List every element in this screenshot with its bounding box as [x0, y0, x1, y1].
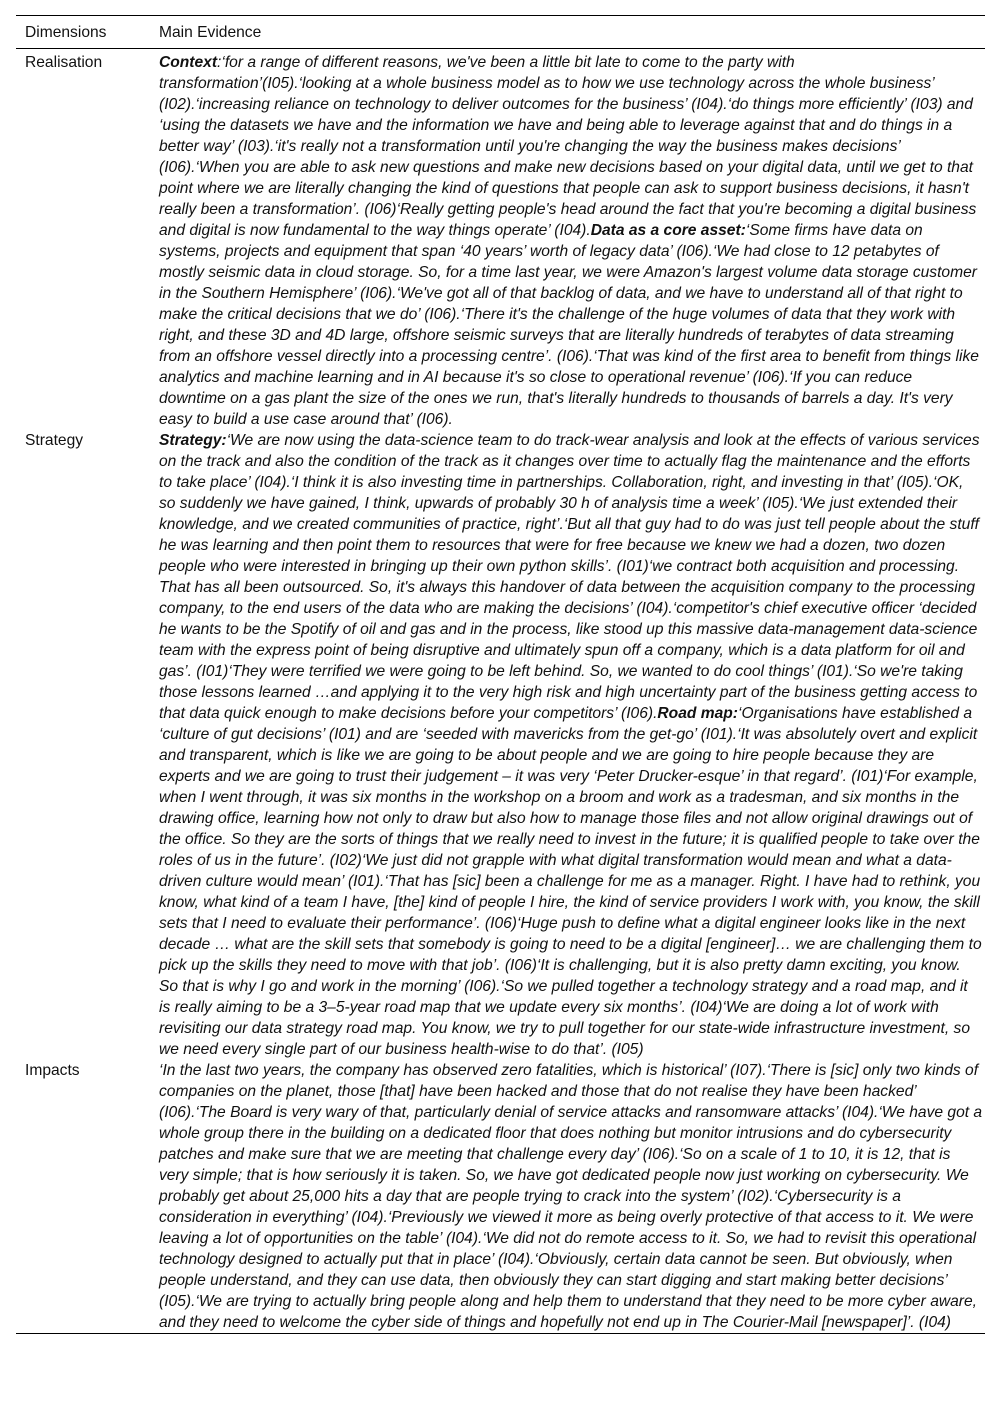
dimension-cell: Impacts: [25, 1062, 80, 1079]
evidence-text: :‘for a range of different reasons, we've been a little bit late to come to the party with transformation’(I05).‘looking at a whole business model as to how we use technology across the whole business’ (I02).‘increasing reliance on technology to deliver outcomes for the business’ (I04).‘do things more efficiently’ (I03) and ‘using the datasets we have and the information we have and being able to leverage against that and do things in a better way’ (I03).‘it's really not a transformation until you're changing the way the business makes decisions’ (I06).‘When you are able to ask new questions and make new decisions based on your digital data, until we get to that point where we are literally changing the kind of questions that people can ask to support business decisions, it hasn't really been a transformation’. (I06)‘Really getting people's head around the fact that you're becoming a digital business and digital is now fundamental to the way things operate’ (I04).: [159, 54, 977, 239]
evidence-heading: Data as a core asset:: [590, 222, 746, 239]
table-row: [16, 1060, 985, 1334]
evidence-cell: [150, 49, 985, 431]
table-row: [16, 430, 985, 1060]
evidence-cell: [150, 430, 985, 1060]
evidence-cell: [150, 1060, 985, 1334]
evidence-table: [16, 15, 985, 1334]
evidence-text: ‘We are now using the data-science team to do track-wear analysis and look at the effects of various services on the track and also the condition of the track as it changes over time to actually flag the maintenance and the efforts to take place’ (I04).‘I think it is also investing time in partnerships. Collaboration, right, and investing in that’ (I05).‘OK, so suddenly we have gained, I think, upwards of probably 30 h of analysis time a week’ (I05).‘We just extended their knowledge, and we created communities of practice, right’.‘But all that guy had to do was just tell people about the stuff he was learning and then point them to resources that were for free because we knew we had a dozen, two dozen people who were interested in bringing up their own python skills’. (I01)‘we contract both acquisition and processing. That has all been outsourced. So, it's always this handover of data between the acquisition company to the processing company, to the end users of the data who are making the decisions’ (I04).‘competitor's chief executive officer ‘decided he wants to be the Spotify of oil and gas and in the process, like stood up this massive data-management data-science team with the express point of being disruptive and ultimately spun off a company, which is a data platform for oil and gas’. (I01)‘They were terrified we were going to be left behind. So, we wanted to do cool things’ (I01).‘So we're taking those lessons learned …and applying it to the very high risk and high uncertainty part of the business getting access to that data quick enough to make decisions before your competitors’ (I06).: [159, 432, 980, 722]
evidence-heading: Strategy:: [159, 432, 227, 449]
evidence-text: ‘In the last two years, the company has observed zero fatalities, which is historical’ (I07).‘There is [sic] only two kinds of companies on the planet, those [that] have been hacked and those that do not realise they have been hacked’ (I06).‘The Board is very wary of that, particularly denial of service attacks and ransomware attacks’ (I04).‘We have got a whole group there in the building on a dedicated floor that does nothing but monitor intrusions and do cybersecurity patches and make sure that we are meeting that challenge every day’ (I06).‘So on a scale of 1 to 10, it is 12, that is very simple; that is how seriously it is taken. So, we have got dedicated people now just working on cybersecurity. We probably get about 25,000 hits a day that are people trying to crack into the system’ (I02).‘Cybersecurity is a consideration in everything’ (I04).‘Previously we viewed it more as being overly protective of that access to it. We were leaving a lot of opportunities on the table’ (I04).‘We did not do remote access to it. So, we had to revisit this operational technology designed to actually put that in place’ (I04).‘Obviously, certain data cannot be seen. But obviously, when people understand, and they can use data, then obviously they can start digging and start making better decisions’ (I05).‘We are trying to actually bring people along and help them to understand that they need to be more cyber aware, and they need to welcome the cyber side of things and hopefully not end up in The Courier-Mail [newspaper]’. (I04): [159, 1062, 983, 1331]
evidence-heading: Context: [159, 54, 218, 71]
evidence-table-container: [16, 15, 985, 1334]
header-main-evidence: Main Evidence: [159, 24, 262, 41]
header-row: [16, 16, 985, 49]
table-body: [16, 49, 985, 1334]
evidence-text: ‘Some firms have data on systems, projects and equipment that span ‘40 years’ worth of legacy data’ (I06).‘We had close to 12 petabytes of mostly seismic data in cloud storage. So, for a time last year, we were Amazon's largest volume data storage customer in the Southern Hemisphere’ (I06).‘We've got all of that backlog of data, and we have to understand all of that right to make the critical decisions that we do’ (I06).‘There it's the challenge of the huge volumes of data that they work with right, and these 3D and 4D large, offshore seismic surveys that are literally hundreds of terabytes of data streaming from an offshore vessel directly into a processing centre’. (I06).‘That was kind of the first area to benefit from things like analytics and machine learning and in AI because it's so close to operational revenue’ (I06).‘If you can reduce downtime on a gas plant the size of the ones we run, that's literally hundreds to thousands of barrels a day. It's very easy to build a use case around that’ (I06).: [159, 222, 979, 428]
table-header: [16, 16, 985, 49]
table-row: [16, 49, 985, 431]
dimension-cell: Strategy: [25, 432, 84, 449]
header-dimensions: Dimensions: [25, 24, 107, 41]
evidence-heading: Road map:: [657, 705, 738, 722]
evidence-text: ‘Organisations have established a ‘culture of gut decisions’ (I01) and are ‘seeded with mavericks from the get-go’ (I01).‘It was absolutely overt and explicit and transparent, which is like we are going to be about people and we are going to hire people because they are experts and we are going to trust their judgement – it was very ‘Peter Drucker-esque’ in that regard’. (I01)‘For example, when I went through, it was six months in the workshop on a broom and work as a tradesman, and six months in the drawing office, learning how not only to draw but also how to manage those files and not allow original drawings out of the office. So they are the sorts of things that we really need to invest in the future; it is qualified people to take over the roles of us in the future’. (I02)‘We just did not grapple with what digital transformation would mean and what a data-driven culture would mean’ (I01).‘That has [sic] been a challenge for me as a manager. Right. I have had to rethink, you know, what kind of a team I have, [the] kind of people I hire, the kind of service providers I work with, you know, the skill sets that I need to evaluate their performance’. (I06)‘Huge push to define what a digital engineer looks like in the next decade … what are the skill sets that somebody is going to need to be a digital [engineer]… we are challenging them to pick up the skills they need to move with that job’. (I06)‘It is challenging, but it is also pretty damn exciting, you know. So that is why I go and work in the morning’ (I06).‘So we pulled together a technology strategy and a road map, and it is really aiming to be a 3–5-year road map that we update every six months’. (I04)‘We are doing a lot of work with revisiting our data strategy road map. You know, we try to pull together for our state-wide infrastructure investment, so we need every single part of our business health-wise to do that’. (I05): [159, 705, 982, 1058]
dimension-cell: Realisation: [25, 54, 103, 71]
